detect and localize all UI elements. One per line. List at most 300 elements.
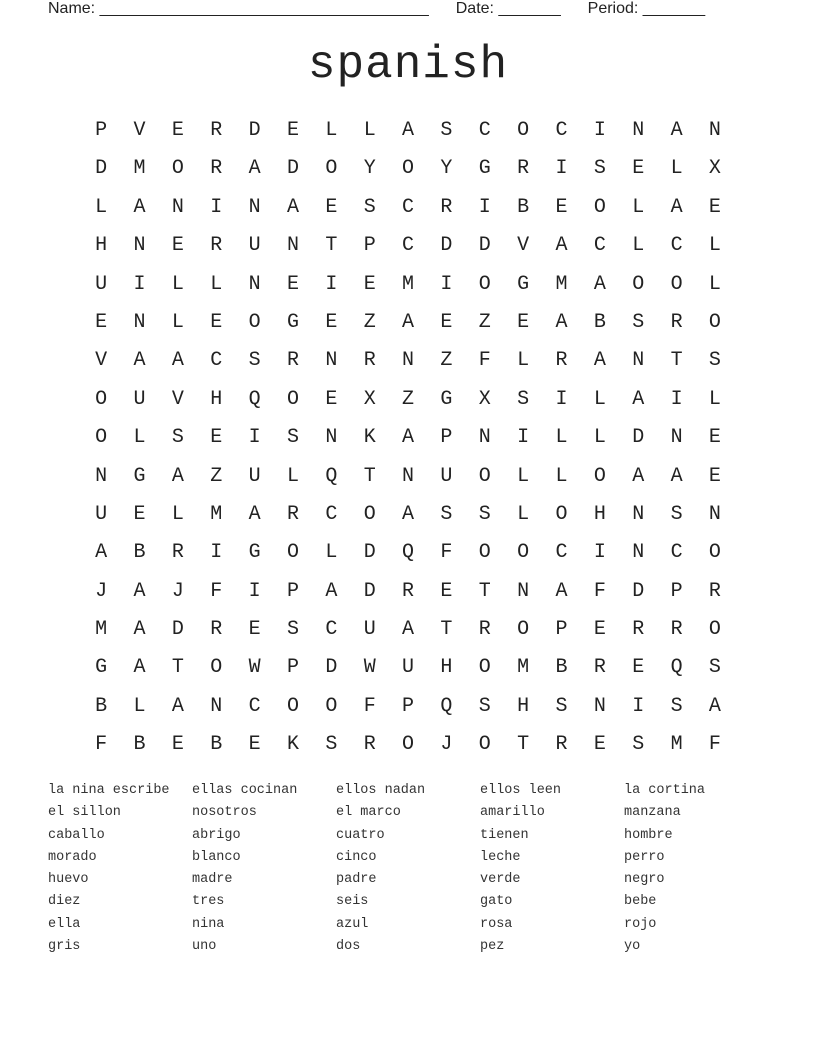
word-bank-item: ella — [48, 916, 81, 932]
grid-letter: R — [517, 157, 530, 181]
grid-letter: A — [402, 426, 415, 450]
word-bank-item: el sillon — [48, 805, 121, 821]
grid-letter: L — [593, 387, 606, 411]
grid-letter: A — [325, 579, 338, 603]
grid-letter: L — [517, 502, 530, 526]
grid-letter: E — [248, 618, 261, 642]
grid-letter: L — [171, 272, 184, 296]
word-bank-item: negro — [624, 872, 665, 888]
grid-letter: O — [248, 310, 261, 334]
grid-letter: M — [555, 272, 568, 296]
grid-letter: P — [286, 656, 299, 680]
grid-letter: A — [593, 349, 606, 373]
grid-letter: M — [133, 157, 146, 181]
grid-letter: Q — [670, 656, 683, 680]
word-bank-item: ellos nadan — [336, 783, 426, 798]
grid-letter: A — [708, 694, 721, 718]
grid-letter: P — [670, 579, 683, 603]
word-bank-item: abrigo — [192, 827, 241, 843]
word-bank-item: huevo — [48, 872, 89, 888]
grid-letter: E — [708, 195, 721, 219]
grid-letter: L — [286, 464, 299, 488]
grid-row — [82, 304, 734, 342]
grid-letter: M — [402, 272, 415, 296]
grid-letter: L — [708, 272, 721, 296]
grid-letter: W — [248, 656, 261, 680]
grid-letter: N — [210, 694, 223, 718]
word-bank-item: amarillo — [480, 805, 545, 821]
grid-letter: C — [210, 349, 223, 373]
grid-letter: D — [171, 618, 184, 642]
grid-row — [82, 649, 734, 687]
grid-letter: L — [210, 272, 223, 296]
grid-letter: V — [95, 349, 108, 373]
grid-row — [82, 611, 734, 649]
grid-letter: I — [517, 426, 530, 450]
grid-letter: N — [286, 234, 299, 258]
grid-letter: A — [171, 694, 184, 718]
grid-letter: O — [478, 656, 491, 680]
grid-letter: L — [632, 234, 645, 258]
word-bank-item: el marco — [336, 805, 401, 821]
grid-letter: N — [478, 426, 491, 450]
grid-letter: S — [670, 694, 683, 718]
grid-letter: L — [708, 387, 721, 411]
grid-letter: N — [632, 119, 645, 142]
grid-letter: R — [708, 579, 721, 603]
grid-row — [82, 726, 734, 764]
grid-letter: N — [593, 694, 606, 718]
grid-letter: V — [517, 234, 530, 258]
grid-letter: D — [95, 157, 108, 181]
word-bank-item: tres — [192, 894, 225, 910]
grid-letter: U — [133, 387, 146, 411]
grid-letter: R — [555, 349, 568, 373]
page-title: spanish — [307, 39, 509, 91]
grid-letter: E — [708, 426, 721, 450]
word-bank-item: rosa — [480, 916, 513, 932]
grid-letter: R — [593, 656, 606, 680]
grid-letter: L — [363, 119, 376, 142]
grid-letter: O — [478, 541, 491, 565]
word-bank-item: caballo — [48, 827, 105, 843]
grid-letter: P — [286, 579, 299, 603]
grid-letter: E — [440, 579, 453, 603]
grid-letter: D — [248, 119, 261, 142]
grid-letter: Z — [402, 387, 415, 411]
grid-letter: R — [670, 618, 683, 642]
grid-letter: E — [517, 310, 530, 334]
grid-letter: R — [363, 349, 376, 373]
grid-letter: E — [632, 656, 645, 680]
word-bank-item: pez — [480, 939, 505, 955]
word-bank — [48, 780, 768, 958]
grid-letter: T — [325, 234, 338, 258]
grid-letter: R — [210, 157, 223, 181]
grid-letter: T — [363, 464, 376, 488]
grid-letter: C — [402, 234, 415, 258]
grid-letter: L — [171, 310, 184, 334]
grid-letter: A — [133, 656, 146, 680]
grid-letter: L — [95, 195, 108, 219]
grid-letter: N — [670, 426, 683, 450]
grid-letter: M — [517, 656, 530, 680]
grid-letter: L — [593, 426, 606, 450]
grid-letter: I — [325, 272, 338, 296]
grid-letter: D — [286, 157, 299, 181]
grid-letter: I — [440, 272, 453, 296]
grid-letter: F — [210, 579, 223, 603]
grid-letter: A — [133, 195, 146, 219]
word-bank-item: ellos leen — [480, 783, 562, 798]
grid-letter: I — [248, 579, 261, 603]
date-label: Date: — [455, 0, 494, 17]
grid-letter: O — [171, 157, 184, 181]
grid-letter: J — [171, 579, 184, 603]
word-bank-item: ellas cocinan — [192, 783, 298, 798]
grid-row — [82, 381, 734, 419]
grid-letter: Y — [363, 157, 376, 181]
grid-letter: B — [95, 694, 108, 718]
grid-letter: E — [593, 618, 606, 642]
grid-letter: I — [210, 541, 223, 565]
word-bank-item: manzana — [624, 805, 681, 821]
grid-letter: R — [363, 733, 376, 757]
grid-letter: P — [402, 694, 415, 718]
grid-letter: D — [363, 541, 376, 565]
grid-letter: L — [708, 234, 721, 258]
grid-letter: G — [286, 310, 299, 334]
grid-letter: A — [670, 464, 683, 488]
grid-letter: N — [402, 464, 415, 488]
grid-row — [82, 189, 734, 227]
grid-letter: N — [248, 272, 261, 296]
grid-letter: O — [325, 157, 338, 181]
grid-letter: O — [402, 733, 415, 757]
grid-letter: L — [133, 694, 146, 718]
grid-letter: O — [363, 502, 376, 526]
grid-letter: E — [210, 426, 223, 450]
grid-letter: G — [248, 541, 261, 565]
grid-letter: F — [363, 694, 376, 718]
grid-letter: C — [325, 502, 338, 526]
grid-letter: U — [363, 618, 376, 642]
grid-letter: Z — [440, 349, 453, 373]
grid-letter: S — [363, 195, 376, 219]
grid-letter: S — [171, 426, 184, 450]
letter-grid — [82, 112, 734, 765]
grid-letter: E — [708, 464, 721, 488]
grid-letter: O — [632, 272, 645, 296]
grid-letter: Q — [440, 694, 453, 718]
grid-letter: P — [363, 234, 376, 258]
grid-letter: R — [402, 579, 415, 603]
grid-letter: R — [286, 502, 299, 526]
grid-letter: M — [670, 733, 683, 757]
grid-letter: T — [478, 579, 491, 603]
grid-letter: G — [440, 387, 453, 411]
grid-letter: F — [478, 349, 491, 373]
grid-letter: C — [478, 119, 491, 142]
grid-letter: A — [171, 464, 184, 488]
grid-letter: I — [478, 195, 491, 219]
grid-letter: O — [478, 272, 491, 296]
grid-letter: A — [133, 579, 146, 603]
date-blank: _______ — [498, 0, 561, 17]
grid-letter: D — [632, 579, 645, 603]
grid-letter: A — [555, 234, 568, 258]
header-fields — [48, 0, 705, 18]
grid-letter: H — [95, 234, 108, 258]
grid-letter: A — [593, 272, 606, 296]
grid-letter: D — [440, 234, 453, 258]
grid-letter: E — [325, 387, 338, 411]
word-bank-item: nosotros — [192, 805, 257, 821]
grid-letter: L — [517, 464, 530, 488]
grid-letter: E — [133, 502, 146, 526]
grid-letter: G — [95, 656, 108, 680]
grid-letter: A — [670, 119, 683, 142]
grid-letter: O — [708, 618, 721, 642]
grid-letter: E — [95, 310, 108, 334]
grid-letter: E — [593, 733, 606, 757]
grid-letter: A — [632, 387, 645, 411]
grid-letter: U — [95, 502, 108, 526]
word-bank-item: padre — [336, 872, 377, 888]
grid-letter: O — [593, 464, 606, 488]
grid-letter: N — [632, 349, 645, 373]
grid-letter: S — [632, 733, 645, 757]
word-bank-item: leche — [480, 849, 521, 865]
word-bank-item: bebe — [624, 894, 657, 910]
grid-letter: B — [555, 656, 568, 680]
grid-letter: N — [708, 119, 721, 142]
grid-row — [82, 573, 734, 611]
grid-letter: O — [286, 694, 299, 718]
grid-letter: B — [517, 195, 530, 219]
grid-letter: U — [248, 464, 261, 488]
grid-letter: D — [325, 656, 338, 680]
grid-letter: A — [286, 195, 299, 219]
word-bank-item: perro — [624, 849, 665, 865]
grid-letter: N — [325, 426, 338, 450]
grid-letter: I — [210, 195, 223, 219]
grid-letter: T — [171, 656, 184, 680]
grid-letter: E — [286, 119, 299, 142]
grid-row — [82, 688, 734, 726]
grid-letter: T — [670, 349, 683, 373]
grid-letter: O — [402, 157, 415, 181]
grid-letter: C — [670, 234, 683, 258]
grid-letter: Z — [478, 310, 491, 334]
grid-letter: E — [363, 272, 376, 296]
grid-letter: X — [708, 157, 721, 181]
grid-letter: E — [171, 733, 184, 757]
grid-letter: Y — [440, 157, 453, 181]
grid-letter: A — [402, 502, 415, 526]
grid-letter: I — [632, 694, 645, 718]
grid-letter: O — [478, 464, 491, 488]
grid-letter: N — [632, 502, 645, 526]
grid-letter: C — [555, 119, 568, 142]
grid-letter: C — [248, 694, 261, 718]
grid-letter: L — [133, 426, 146, 450]
word-bank-item: yo — [624, 939, 641, 955]
grid-letter: O — [517, 618, 530, 642]
grid-letter: E — [632, 157, 645, 181]
grid-letter: A — [555, 310, 568, 334]
word-bank-item: gris — [48, 939, 81, 955]
grid-letter: O — [708, 541, 721, 565]
grid-letter: E — [440, 310, 453, 334]
grid-letter: L — [325, 119, 338, 142]
grid-letter: L — [555, 464, 568, 488]
word-bank-item: la cortina — [624, 783, 706, 798]
grid-letter: A — [248, 502, 261, 526]
grid-row — [82, 419, 734, 457]
grid-row — [82, 496, 734, 534]
grid-letter: E — [555, 195, 568, 219]
grid-letter: O — [325, 694, 338, 718]
grid-letter: O — [478, 733, 491, 757]
grid-letter: J — [95, 579, 108, 603]
grid-letter: E — [171, 119, 184, 142]
grid-letter: A — [402, 119, 415, 142]
word-bank-item: la nina escribe — [48, 783, 170, 798]
grid-letter: N — [95, 464, 108, 488]
grid-letter: C — [325, 618, 338, 642]
grid-letter: S — [708, 349, 721, 373]
grid-letter: H — [593, 502, 606, 526]
word-bank-item: morado — [48, 849, 97, 865]
grid-row — [82, 227, 734, 265]
grid-letter: M — [210, 502, 223, 526]
grid-letter: L — [555, 426, 568, 450]
grid-letter: C — [555, 541, 568, 565]
grid-letter: H — [440, 656, 453, 680]
grid-letter: F — [95, 733, 108, 757]
grid-letter: Z — [210, 464, 223, 488]
grid-row — [82, 458, 734, 496]
grid-letter: P — [440, 426, 453, 450]
grid-letter: T — [517, 733, 530, 757]
grid-letter: I — [555, 387, 568, 411]
grid-letter: E — [325, 195, 338, 219]
grid-letter: V — [133, 119, 146, 142]
grid-letter: C — [402, 195, 415, 219]
word-bank-item: gato — [480, 894, 513, 910]
grid-letter: S — [478, 694, 491, 718]
grid-letter: Q — [325, 464, 338, 488]
word-bank-item: tienen — [480, 827, 529, 843]
grid-letter: L — [171, 502, 184, 526]
name-label: Name: — [48, 0, 96, 17]
grid-letter: O — [593, 195, 606, 219]
grid-letter: R — [440, 195, 453, 219]
grid-row — [82, 534, 734, 572]
grid-letter: D — [363, 579, 376, 603]
grid-letter: E — [325, 310, 338, 334]
grid-letter: S — [555, 694, 568, 718]
word-bank-item: madre — [192, 872, 233, 888]
grid-letter: Q — [248, 387, 261, 411]
word-bank-item: verde — [480, 872, 521, 888]
grid-letter: L — [670, 157, 683, 181]
grid-letter: O — [286, 541, 299, 565]
grid-letter: X — [478, 387, 491, 411]
grid-letter: N — [248, 195, 261, 219]
grid-letter: A — [670, 195, 683, 219]
grid-letter: B — [210, 733, 223, 757]
grid-letter: I — [593, 119, 606, 142]
grid-row — [82, 150, 734, 188]
grid-letter: X — [363, 387, 376, 411]
grid-letter: S — [440, 502, 453, 526]
grid-letter: O — [555, 502, 568, 526]
grid-letter: N — [325, 349, 338, 373]
grid-letter: O — [517, 541, 530, 565]
grid-letter: S — [517, 387, 530, 411]
grid-letter: P — [95, 119, 108, 142]
grid-letter: O — [95, 426, 108, 450]
grid-letter: N — [133, 310, 146, 334]
grid-letter: D — [632, 426, 645, 450]
grid-letter: G — [478, 157, 491, 181]
grid-letter: N — [171, 195, 184, 219]
grid-letter: N — [133, 234, 146, 258]
grid-letter: E — [286, 272, 299, 296]
grid-letter: A — [171, 349, 184, 373]
grid-letter: Q — [402, 541, 415, 565]
grid-letter: W — [363, 656, 376, 680]
grid-letter: U — [440, 464, 453, 488]
grid-letter: R — [210, 618, 223, 642]
grid-letter: A — [402, 618, 415, 642]
grid-letter: T — [440, 618, 453, 642]
grid-letter: C — [670, 541, 683, 565]
grid-letter: N — [517, 579, 530, 603]
grid-letter: S — [478, 502, 491, 526]
grid-letter: D — [478, 234, 491, 258]
grid-letter: A — [248, 157, 261, 181]
grid-letter: Z — [363, 310, 376, 334]
grid-letter: A — [632, 464, 645, 488]
grid-letter: E — [171, 234, 184, 258]
grid-letter: S — [632, 310, 645, 334]
grid-letter: O — [286, 387, 299, 411]
grid-letter: O — [95, 387, 108, 411]
word-bank-item: blanco — [192, 849, 241, 865]
grid-letter: R — [555, 733, 568, 757]
grid-letter: F — [593, 579, 606, 603]
grid-letter: N — [402, 349, 415, 373]
grid-letter: O — [708, 310, 721, 334]
word-bank-item: hombre — [624, 827, 673, 843]
grid-letter: N — [708, 502, 721, 526]
word-bank-item: cuatro — [336, 827, 385, 843]
grid-letter: G — [517, 272, 530, 296]
grid-letter: I — [248, 426, 261, 450]
grid-letter: P — [555, 618, 568, 642]
grid-letter: S — [286, 426, 299, 450]
grid-letter: A — [555, 579, 568, 603]
grid-letter: S — [593, 157, 606, 181]
grid-letter: H — [517, 694, 530, 718]
grid-letter: S — [708, 656, 721, 680]
grid-letter: R — [286, 349, 299, 373]
grid-letter: R — [670, 310, 683, 334]
grid-letter: K — [286, 733, 299, 757]
